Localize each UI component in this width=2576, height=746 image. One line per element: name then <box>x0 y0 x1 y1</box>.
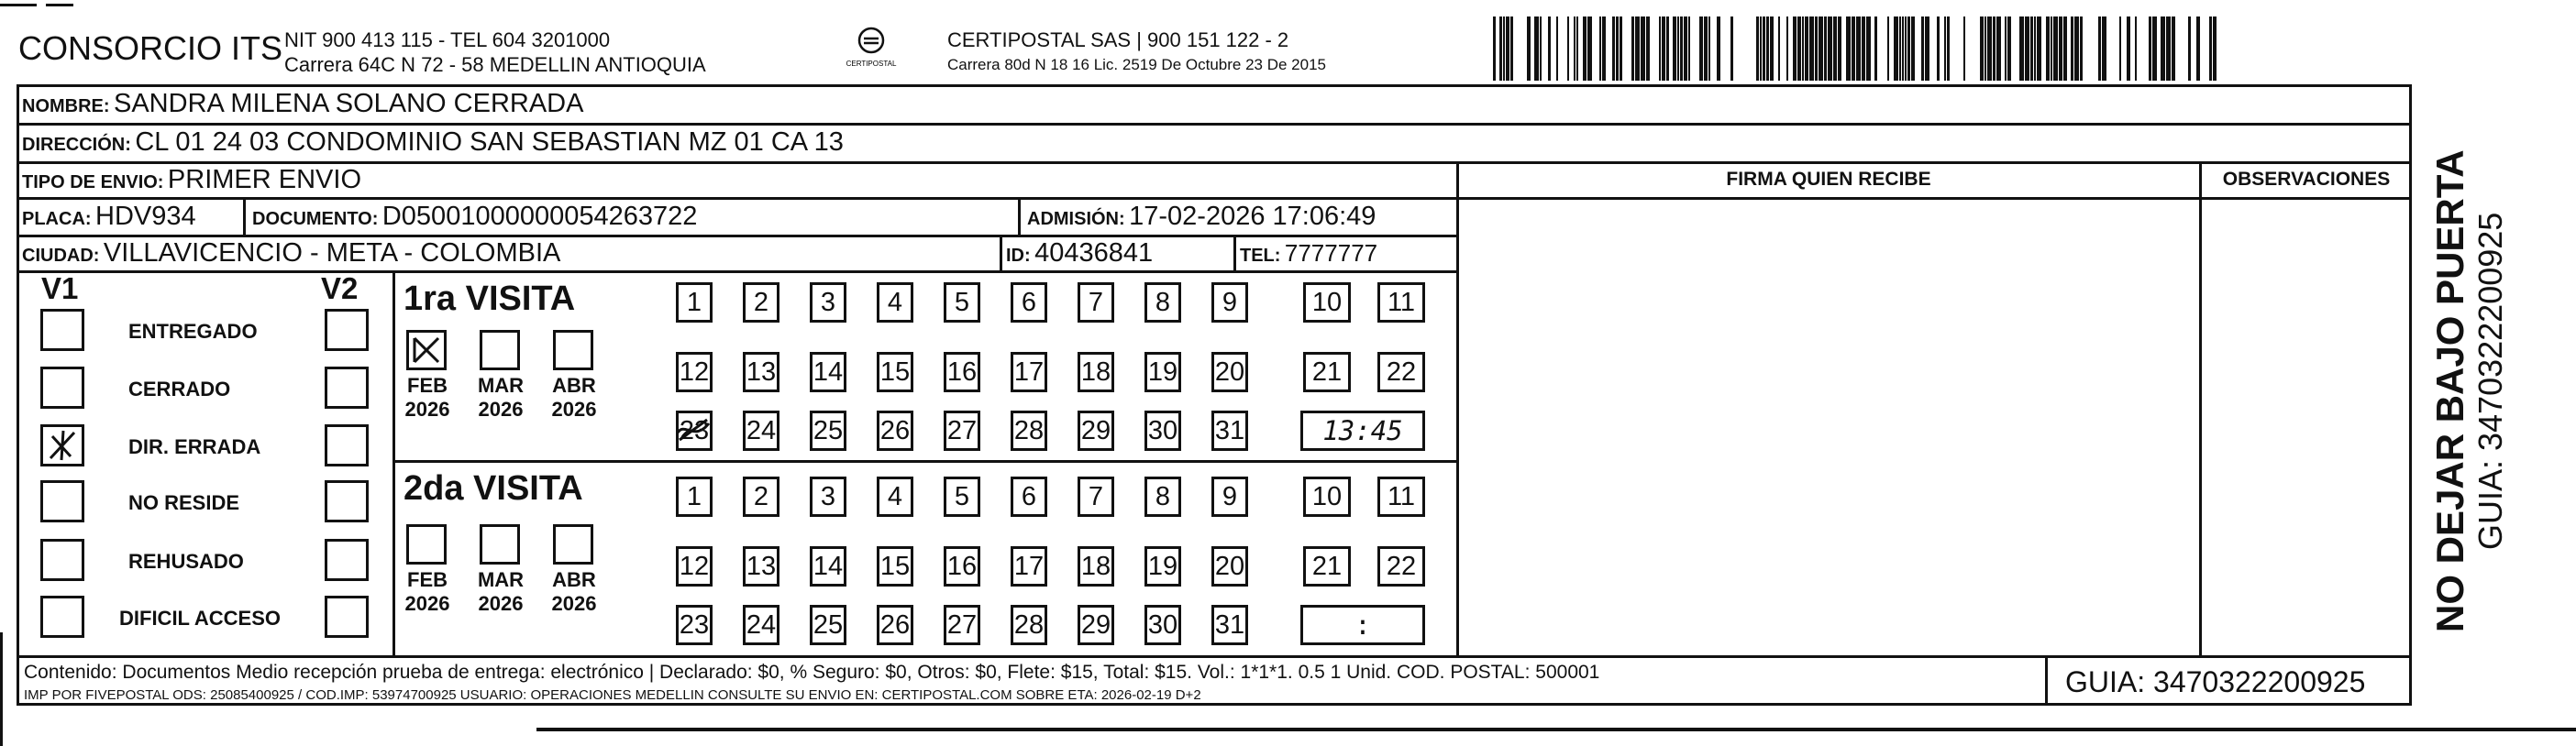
barcode-bar <box>2046 16 2050 81</box>
day-box-23[interactable]: 23 <box>676 605 713 645</box>
barcode-bar <box>1838 16 1841 81</box>
barcode-bar <box>1852 16 1855 81</box>
barcode-bar <box>1911 16 1915 81</box>
header-top-rule <box>0 4 37 6</box>
id-value: 40436841 <box>1034 238 1154 268</box>
v2-status-checkbox[interactable] <box>325 367 369 409</box>
footer-line2: IMP POR FIVEPOSTAL ODS: 25085400925 / COD.IMP: 53974700925 USUARIO: OPERACIONES MEDELLIN CONSULTE SU ENVIO EN: CERTIPOSTAL.COM SOBRE ETA: 2026-02-19 D+2 <box>24 687 1201 703</box>
day-box-1[interactable]: 1 <box>676 282 713 323</box>
row-line <box>17 235 1456 237</box>
day-box-10[interactable]: 10 <box>1303 477 1351 517</box>
day-box-4[interactable]: 4 <box>877 477 913 517</box>
barcode-bar <box>1963 16 1965 81</box>
barcode-bar <box>1680 16 1683 81</box>
barcode-bar <box>1805 16 1808 81</box>
side-guia: GUIA: 3470322200925 <box>2471 212 2509 550</box>
barcode-bar <box>2102 16 2106 81</box>
barcode-bar <box>1567 16 1569 81</box>
footer-guia-sep <box>2045 655 2048 706</box>
day-box-30[interactable]: 30 <box>1144 605 1181 645</box>
v1-status-checkbox[interactable] <box>40 367 84 409</box>
day-box-2[interactable]: 2 <box>743 282 779 323</box>
status-label: DIFICIL ACCESO <box>119 607 282 630</box>
day-box-1[interactable]: 1 <box>676 477 713 517</box>
barcode-bar <box>2127 16 2130 81</box>
id-label: ID: <box>1006 246 1031 266</box>
nombre-row <box>22 90 583 122</box>
barcode-bar <box>1583 16 1587 81</box>
barcode-bar <box>1819 16 1823 81</box>
day-box-16[interactable]: 16 <box>944 352 980 392</box>
day-box-14[interactable]: 14 <box>810 352 846 392</box>
barcode <box>1493 16 2230 81</box>
barcode-bar <box>1704 16 1708 81</box>
tel-value: 7777777 <box>1284 239 1378 267</box>
company-address: Carrera 64C N 72 - 58 MEDELLIN ANTIOQUIA <box>284 53 706 76</box>
day-box-10[interactable]: 10 <box>1303 282 1351 323</box>
left-edge-mark <box>0 632 3 746</box>
footer-guia: GUIA: 3470322200925 <box>2065 665 2366 698</box>
barcode-bar <box>2005 16 2007 81</box>
tipo-label: TIPO DE ENVIO: <box>22 172 164 192</box>
barcode-bar <box>1833 16 1837 81</box>
barcode-bar <box>1677 16 1679 81</box>
documento-value: D05001000000054263722 <box>381 202 698 231</box>
day-box-2[interactable]: 2 <box>743 477 779 517</box>
barcode-bar <box>1699 16 1703 81</box>
barcode-bar <box>1996 16 2001 81</box>
barcode-bar <box>1793 16 1797 81</box>
barcode-bar <box>2172 16 2175 81</box>
day-box-20[interactable]: 20 <box>1211 546 1248 587</box>
time-box[interactable]: : <box>1300 605 1425 645</box>
certipostal-info <box>947 27 1326 77</box>
barcode-bar <box>1766 16 1769 81</box>
status-label: DIR. ERRADA <box>128 435 261 458</box>
barcode-bar <box>1730 16 1733 81</box>
barcode-bar <box>1756 16 1759 81</box>
day-box-8[interactable]: 8 <box>1144 282 1181 323</box>
day-box-16[interactable]: 16 <box>944 546 980 587</box>
day-box-19[interactable]: 19 <box>1144 546 1181 587</box>
admision-label: ADMISIÓN: <box>1027 209 1125 229</box>
day-box-31[interactable]: 31 <box>1211 605 1248 645</box>
documento-cell <box>252 203 697 235</box>
barcode-bar <box>1786 16 1788 81</box>
company-name: CONSORCIO ITS <box>18 29 283 67</box>
barcode-bar <box>1921 16 1924 81</box>
day-box-18[interactable]: 18 <box>1078 352 1114 392</box>
barcode-bar <box>1760 16 1762 81</box>
day-box-28[interactable]: 28 <box>1011 605 1047 645</box>
direccion-value: CL 01 24 03 CONDOMINIO SAN SEBASTIAN MZ 01 CA 13 <box>135 127 844 157</box>
firma-label: FIRMA QUIEN RECIBE <box>1726 169 1931 190</box>
time-box[interactable]: 13:45 <box>1300 411 1425 451</box>
barcode-bar <box>2080 16 2083 81</box>
ciudad-label: CIUDAD: <box>22 246 100 266</box>
nombre-value: SANDRA MILENA SOLANO CERRADA <box>114 89 584 118</box>
v2-status-checkbox[interactable] <box>325 424 369 466</box>
barcode-bar <box>2071 16 2073 81</box>
nombre-label: NOMBRE: <box>22 96 110 116</box>
barcode-bar <box>1905 16 1907 81</box>
v1-status-checkbox[interactable] <box>40 309 84 351</box>
barcode-bar <box>1631 16 1634 81</box>
barcode-bar <box>1802 16 1804 81</box>
observations-left-line <box>2199 161 2202 655</box>
v1-label: V1 <box>41 271 79 305</box>
barcode-bar <box>2025 16 2029 81</box>
barcode-bar <box>1809 16 1814 81</box>
barcode-bar <box>2051 16 2052 81</box>
certipostal-logo <box>830 26 912 70</box>
barcode-bar <box>1503 16 1505 81</box>
barcode-bar <box>1666 16 1669 81</box>
day-box-11[interactable]: 11 <box>1377 477 1425 517</box>
day-box-26[interactable]: 26 <box>877 411 913 451</box>
signature-header-line <box>1456 197 2412 200</box>
v2-status-checkbox[interactable] <box>325 309 369 351</box>
day-box-4[interactable]: 4 <box>877 282 913 323</box>
day-box-6[interactable]: 6 <box>1011 477 1047 517</box>
day-box-15[interactable]: 15 <box>877 546 913 587</box>
day-box-7[interactable]: 7 <box>1078 477 1114 517</box>
barcode-bar <box>1673 16 1676 81</box>
placa-cell <box>22 203 196 235</box>
x-mark-icon <box>409 333 444 368</box>
barcode-bar <box>1602 16 1606 81</box>
barcode-bar <box>1887 16 1889 81</box>
placa-value: HDV934 <box>95 202 196 231</box>
day-box-12[interactable]: 12 <box>676 546 713 587</box>
admision-cell <box>1027 203 1376 235</box>
month-checkbox-mar[interactable] <box>480 330 520 370</box>
month-checkbox-abr[interactable] <box>553 524 593 565</box>
day-box-24[interactable]: 24 <box>743 411 779 451</box>
barcode-bar <box>2209 16 2212 81</box>
logo-caption: CERTIPOSTAL <box>846 60 897 68</box>
barcode-bar <box>1944 16 1946 81</box>
day-box-21[interactable]: 21 <box>1303 546 1351 587</box>
v2-status-checkbox[interactable] <box>325 539 369 581</box>
month-label: FEB 2026 <box>404 374 450 421</box>
barcode-bar <box>1763 16 1765 81</box>
barcode-bar <box>1894 16 1898 81</box>
barcode-bar <box>1862 16 1865 81</box>
tipo-value: PRIMER ENVIO <box>167 165 362 194</box>
barcode-bar <box>1797 16 1801 81</box>
month-label: ABR 2026 <box>551 374 597 421</box>
v2-label: V2 <box>321 271 359 305</box>
day-box-3[interactable]: 3 <box>810 282 846 323</box>
day-box-29[interactable]: 29 <box>1078 605 1114 645</box>
month-checkbox-feb[interactable] <box>406 330 447 370</box>
month-label: FEB 2026 <box>404 568 450 615</box>
barcode-bar <box>1506 16 1509 81</box>
id-cell <box>1006 239 1153 271</box>
month-checkbox-abr[interactable] <box>553 330 593 370</box>
barcode-bar <box>2030 16 2033 81</box>
barcode-bar <box>1902 16 1904 81</box>
day-box-11[interactable]: 11 <box>1377 282 1425 323</box>
tel-sep <box>1233 235 1236 270</box>
status-label: ENTREGADO <box>128 320 258 343</box>
barcode-bar <box>1620 16 1622 81</box>
check-mark-icon <box>43 427 82 464</box>
v2-status-checkbox[interactable] <box>325 596 369 638</box>
barcode-bar <box>1856 16 1861 81</box>
barcode-bar <box>1576 16 1578 81</box>
day-box-15[interactable]: 15 <box>877 352 913 392</box>
admision-sep <box>1018 197 1021 235</box>
admision-value: 17-02-2026 17:06:49 <box>1129 202 1376 231</box>
barcode-bar <box>1556 16 1558 81</box>
day-box-30[interactable]: 30 <box>1144 411 1181 451</box>
month-label: MAR 2026 <box>477 568 525 615</box>
day-box-28[interactable]: 28 <box>1011 411 1047 451</box>
barcode-bar <box>1684 16 1687 81</box>
barcode-bar <box>1641 16 1645 81</box>
v1-status-checkbox[interactable] <box>40 480 84 522</box>
tel-cell <box>1240 239 1377 271</box>
day-box-27[interactable]: 27 <box>944 605 980 645</box>
barcode-bar <box>1587 16 1592 81</box>
barcode-bar <box>2119 16 2121 81</box>
day-box-17[interactable]: 17 <box>1011 546 1047 587</box>
barcode-bar <box>1846 16 1851 81</box>
barcode-bar <box>1599 16 1601 81</box>
barcode-bar <box>2034 16 2036 81</box>
barcode-bar <box>2063 16 2067 81</box>
barcode-bar <box>2152 16 2157 81</box>
barcode-bar <box>1985 16 1986 81</box>
status-label: REHUSADO <box>128 550 244 573</box>
day-box-25[interactable]: 25 <box>810 605 846 645</box>
day-box-25[interactable]: 25 <box>810 411 846 451</box>
barcode-bar <box>1907 16 1910 81</box>
day-box-31[interactable]: 31 <box>1211 411 1248 451</box>
v1-status-checkbox[interactable] <box>40 596 84 638</box>
barcode-bar <box>2196 16 2200 81</box>
barcode-bar <box>1824 16 1827 81</box>
day-box-14[interactable]: 14 <box>810 546 846 587</box>
ciudad-cell <box>22 239 560 271</box>
barcode-bar <box>1866 16 1871 81</box>
barcode-bar <box>2053 16 2058 81</box>
barcode-bar <box>2149 16 2151 81</box>
day-box-18[interactable]: 18 <box>1078 546 1114 587</box>
row-line <box>17 161 2412 164</box>
barcode-bar <box>2007 16 2011 81</box>
signature-left-line <box>1456 161 1459 655</box>
day-box-24[interactable]: 24 <box>743 605 779 645</box>
barcode-bar <box>2166 16 2171 81</box>
day-box-7[interactable]: 7 <box>1078 282 1114 323</box>
barcode-bar <box>1815 16 1818 81</box>
barcode-bar <box>1947 16 1950 81</box>
company-nit: NIT 900 413 115 - TEL 604 3201000 <box>284 28 611 51</box>
barcode-bar <box>2161 16 2165 81</box>
month-checkbox-mar[interactable] <box>480 524 520 565</box>
barcode-bar <box>1770 16 1774 81</box>
barcode-bar <box>2059 16 2062 81</box>
barcode-bar <box>1548 16 1551 81</box>
barcode-bar <box>1499 16 1502 81</box>
direccion-label: DIRECCIÓN: <box>22 135 131 155</box>
day-box-13[interactable]: 13 <box>743 352 779 392</box>
barcode-bar <box>1616 16 1619 81</box>
day-box-9[interactable]: 9 <box>1211 477 1248 517</box>
barcode-bar <box>1925 16 1929 81</box>
barcode-bar <box>1662 16 1665 81</box>
day-box-20[interactable]: 20 <box>1211 352 1248 392</box>
barcode-bar <box>1828 16 1832 81</box>
day-box-22[interactable]: 22 <box>1377 546 1425 587</box>
certipostal-name: CERTIPOSTAL SAS | 900 151 122 - 2 <box>947 28 1289 51</box>
certipostal-license: Carrera 80d N 18 16 Lic. 2519 De Octubre 23 De 2015 <box>947 56 1326 73</box>
header-top-rule-2 <box>46 4 73 6</box>
barcode-bar <box>2098 16 2101 81</box>
visit2-title: 2da VISITA <box>404 469 583 508</box>
day-box-9[interactable]: 9 <box>1211 282 1248 323</box>
barcode-bar <box>1708 16 1710 81</box>
barcode-bar <box>1899 16 1901 81</box>
month-label: MAR 2026 <box>477 374 525 421</box>
day-box-8[interactable]: 8 <box>1144 477 1181 517</box>
row-line <box>17 655 2412 658</box>
barcode-bar <box>1937 16 1940 81</box>
placa-sep <box>243 197 246 235</box>
barcode-bar <box>1993 16 1996 81</box>
barcode-bar <box>1493 16 1496 81</box>
day-box-6[interactable]: 6 <box>1011 282 1047 323</box>
day-box-29[interactable]: 29 <box>1078 411 1114 451</box>
observaciones-label: OBSERVACIONES <box>2222 169 2391 190</box>
tipo-row <box>22 166 361 198</box>
day-box-22[interactable]: 22 <box>1377 352 1425 392</box>
barcode-bar <box>2213 16 2217 81</box>
barcode-bar <box>1510 16 1513 81</box>
day-box-26[interactable]: 26 <box>877 605 913 645</box>
barcode-bar <box>1874 16 1877 81</box>
day-box-5[interactable]: 5 <box>944 282 980 323</box>
barcode-bar <box>1635 16 1640 81</box>
company-info <box>284 27 706 77</box>
month-label: ABR 2026 <box>551 568 597 615</box>
barcode-bar <box>2037 16 2041 81</box>
placa-label: PLACA: <box>22 209 92 229</box>
day-box-12[interactable]: 12 <box>676 352 713 392</box>
day-box-23[interactable]: 23 <box>676 411 713 451</box>
visit1-title: 1ra VISITA <box>404 280 576 318</box>
day-box-17[interactable]: 17 <box>1011 352 1047 392</box>
bottom-rule <box>536 728 2576 731</box>
direccion-row <box>22 128 844 160</box>
side-warning: NO DEJAR BAJO PUERTA <box>2428 149 2471 632</box>
barcode-bar <box>1717 16 1720 81</box>
day-box-13[interactable]: 13 <box>743 546 779 587</box>
barcode-bar <box>2135 16 2137 81</box>
day-box-27[interactable]: 27 <box>944 411 980 451</box>
day-box-19[interactable]: 19 <box>1144 352 1181 392</box>
ciudad-value: VILLAVICENCIO - META - COLOMBIA <box>103 238 561 268</box>
barcode-bar <box>2019 16 2024 81</box>
row-line <box>17 123 2412 126</box>
day-box-21[interactable]: 21 <box>1303 352 1351 392</box>
barcode-bar <box>1987 16 1992 81</box>
barcode-bar <box>1534 16 1539 81</box>
v1-status-checkbox[interactable] <box>40 539 84 581</box>
day-box-5[interactable]: 5 <box>944 477 980 517</box>
month-checkbox-feb[interactable] <box>406 524 447 565</box>
barcode-bar <box>2074 16 2079 81</box>
footer-line1: Contenido: Documentos Medio recepción prueba de entrega: electrónico | Declarado: $0, % Seguro: $0, Otros: $0, Flete: $15, Total: $15. Vol.: 1*1*1. 0.5 1 Unid. COD. POSTAL: 500001 <box>24 662 1600 683</box>
barcode-bar <box>1688 16 1690 81</box>
barcode-bar <box>1659 16 1661 81</box>
barcode-bar <box>1980 16 1984 81</box>
tel-label: TEL: <box>1240 246 1281 266</box>
barcode-bar <box>1612 16 1615 81</box>
barcode-bar <box>1540 16 1542 81</box>
documento-label: DOCUMENTO: <box>252 209 379 229</box>
status-label: CERRADO <box>128 378 231 400</box>
day-scribble-icon <box>676 414 713 447</box>
v2-status-checkbox[interactable] <box>325 480 369 522</box>
v1-status-checkbox[interactable] <box>40 424 84 466</box>
status-label: NO RESIDE <box>128 491 240 514</box>
barcode-bar <box>1574 16 1575 81</box>
barcode-bar <box>1778 16 1780 81</box>
visit-divider <box>392 460 1456 463</box>
day-box-3[interactable]: 3 <box>810 477 846 517</box>
barcode-bar <box>1527 16 1531 81</box>
id-sep <box>1000 235 1002 270</box>
barcode-bar <box>2188 16 2191 81</box>
barcode-bar <box>1646 16 1650 81</box>
